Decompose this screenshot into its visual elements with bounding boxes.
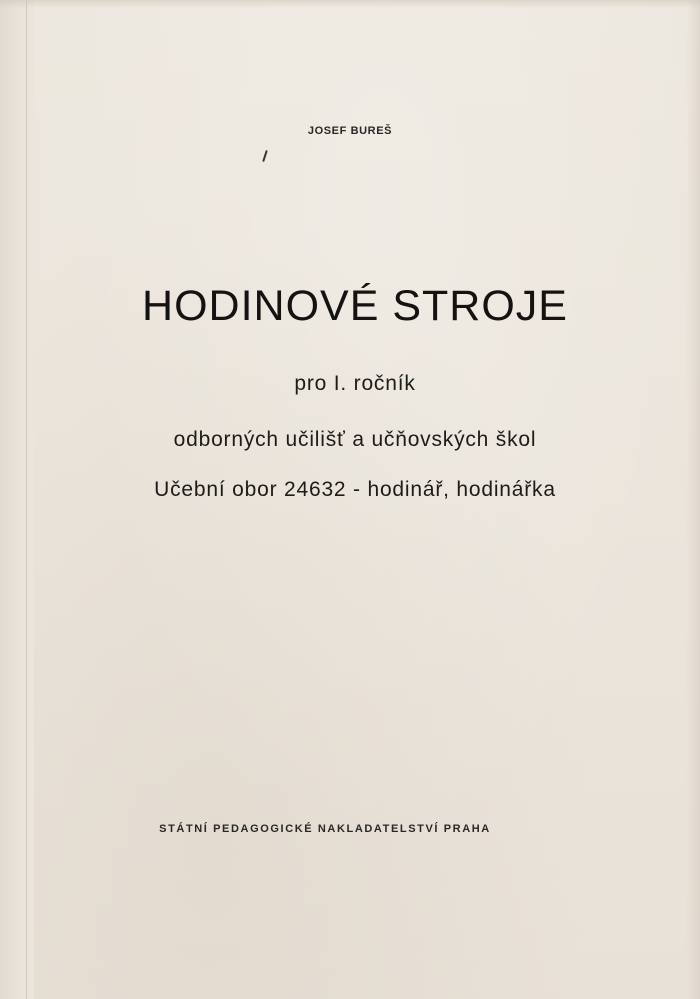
book-title: HODINOVÉ STROJE [142,282,568,330]
top-page-edge [0,0,700,8]
pen-mark [262,150,268,162]
subtitle-schools: odborných učilišť a učňovských škol [173,428,537,451]
author-name: JOSEF BUREŠ [307,125,393,137]
subtitle-field: Učební obor 24632 - hodinář, hodinářka [154,478,556,501]
publisher-name: STÁTNÍ PEDAGOGICKÉ NAKLADATELSTVÍ PRAHA [159,823,491,835]
subtitle-grade: pro I. ročník [294,372,416,395]
